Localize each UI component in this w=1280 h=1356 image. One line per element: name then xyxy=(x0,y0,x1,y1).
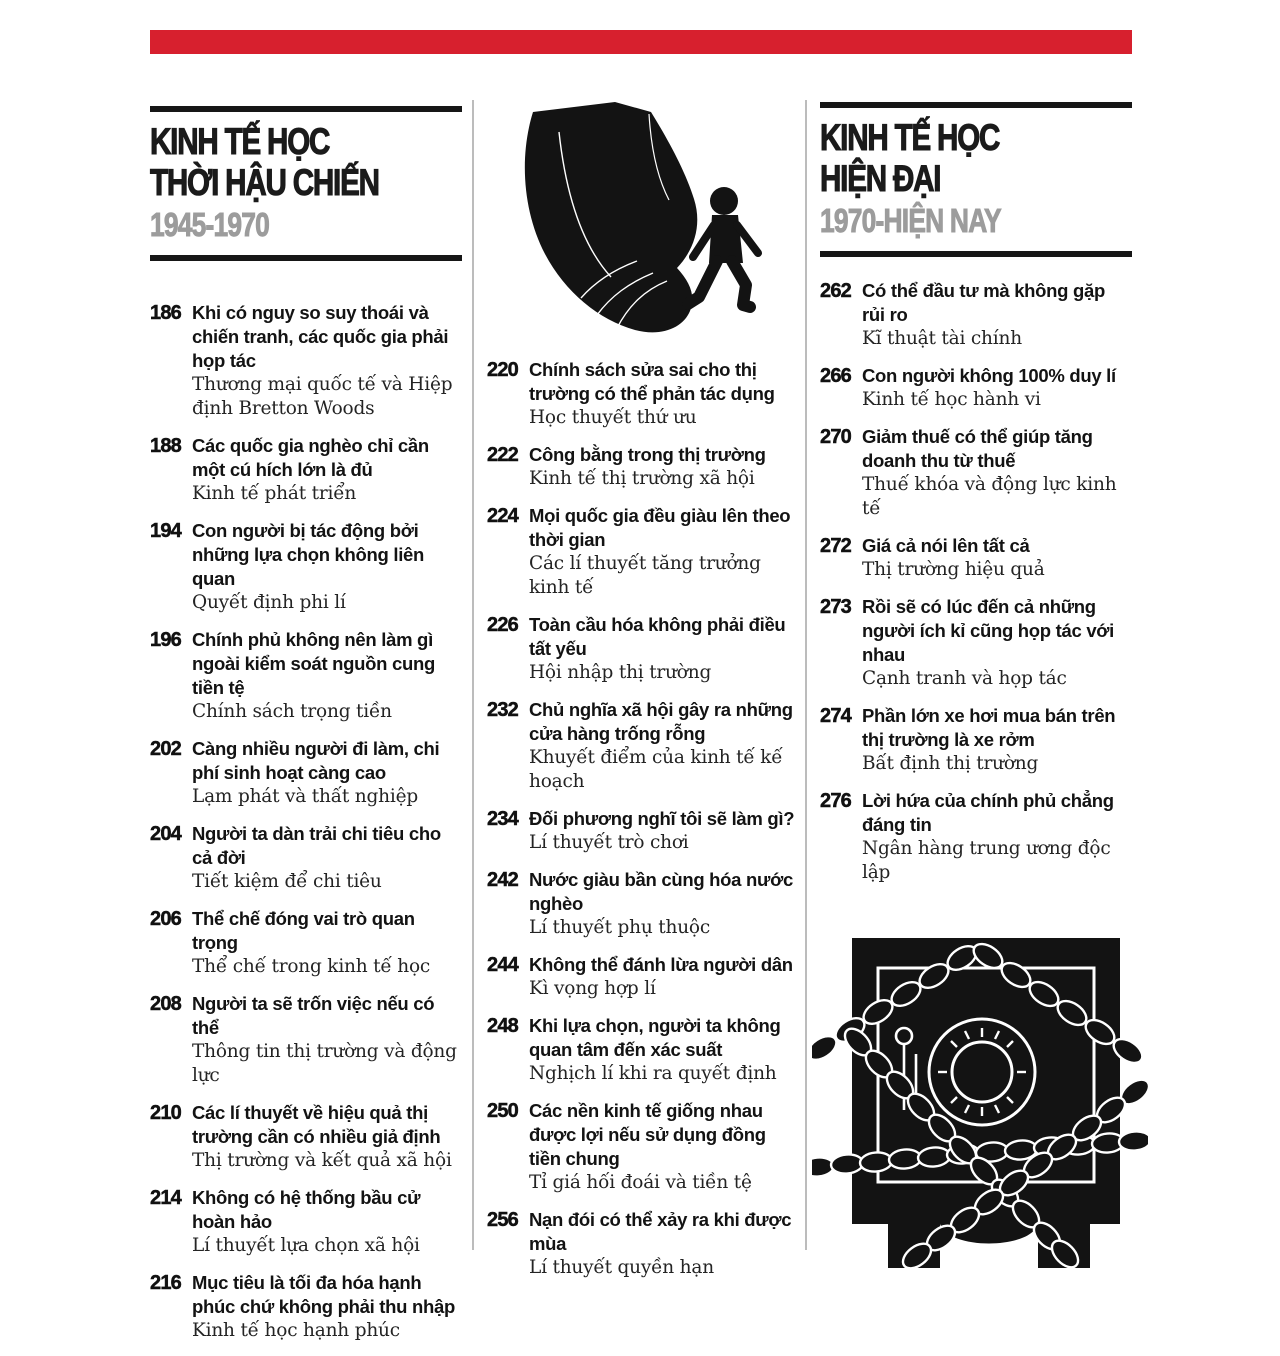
toc-entry xyxy=(150,907,462,979)
page-number: 262 xyxy=(820,280,851,302)
toc-entry xyxy=(150,1271,462,1343)
entry-subtitle: Thông tin thị trường và động lực xyxy=(192,1041,457,1086)
entry-title: Không thể đánh lừa người dân xyxy=(529,954,793,975)
top-accent-bar xyxy=(150,30,1132,54)
entry-title: Có thể đầu tư mà không gặp rủi ro xyxy=(862,280,1106,325)
entry-title: Chính phủ không nên làm gì ngoài kiểm soát nguồn cung tiền tệ xyxy=(192,629,435,698)
page-number: 274 xyxy=(820,705,851,727)
page-number: 214 xyxy=(150,1187,181,1209)
entry-subtitle: Hội nhập thị trường xyxy=(529,662,712,683)
entry-list xyxy=(820,279,1132,885)
entry-subtitle: Lí thuyết phụ thuộc xyxy=(529,917,711,938)
page-number: 206 xyxy=(150,908,181,930)
entry-title: Thể chế đóng vai trò quan trọng xyxy=(192,908,415,953)
entry-subtitle: Học thuyết thứ ưu xyxy=(529,407,697,428)
section-period: 1945-1970 xyxy=(150,206,270,243)
section-period: 1970-HIỆN NAY xyxy=(820,202,1001,239)
entry-title: Mục tiêu là tối đa hóa hạnh phúc chứ không phải thu nhập xyxy=(192,1272,455,1317)
page-number: 186 xyxy=(150,302,181,324)
chained-safe-illustration xyxy=(812,924,1148,1281)
page-number: 210 xyxy=(150,1102,181,1124)
entry-title: Rồi sẽ có lúc đến cả những người ích kỉ cũng họp tác với nhau xyxy=(862,596,1114,665)
entry-subtitle: Các lí thuyết tăng trưởng kinh tế xyxy=(529,553,761,598)
entry-subtitle: Cạnh tranh và họp tác xyxy=(862,668,1067,689)
page-number: 273 xyxy=(820,596,851,618)
chained-safe-icon xyxy=(812,924,1148,1276)
entry-list xyxy=(150,301,462,1343)
entry-title: Chủ nghĩa xã hội gây ra những cửa hàng trống rỗng xyxy=(529,699,793,744)
entry-title: Người ta sẽ trốn việc nếu có thể xyxy=(192,993,435,1038)
page-number: 266 xyxy=(820,365,851,387)
toc-entry xyxy=(150,434,462,506)
entry-subtitle: Kinh tế học hạnh phúc xyxy=(192,1320,400,1341)
toc-entry xyxy=(150,737,462,809)
toc-entry xyxy=(150,1101,462,1173)
page-number: 216 xyxy=(150,1272,181,1294)
page-number: 242 xyxy=(487,869,518,891)
section-header-postwar xyxy=(150,106,462,261)
entry-title: Lời hứa của chính phủ chẳng đáng tin xyxy=(862,790,1114,835)
entry-title: Người ta dàn trải chi tiêu cho cả đời xyxy=(192,823,441,868)
toc-entry xyxy=(150,628,462,724)
entry-title: Con người bị tác động bởi những lựa chọn không liên quan xyxy=(192,520,425,589)
entry-title: Chính sách sửa sai cho thị trường có thể phản tác dụng xyxy=(529,359,775,404)
page-number: 196 xyxy=(150,629,181,651)
entry-title: Phần lớn xe hơi mua bán trên thị trường là xe rởm xyxy=(862,705,1116,750)
entry-title: Khi lựa chọn, người ta không quan tâm đến xác suất xyxy=(529,1015,781,1060)
column-divider xyxy=(805,100,807,1250)
toc-entry xyxy=(487,1208,795,1280)
page-number: 224 xyxy=(487,505,518,527)
entry-subtitle: Thể chế trong kinh tế học xyxy=(192,956,431,977)
entry-subtitle: Thị trường hiệu quả xyxy=(862,559,1045,580)
entry-subtitle: Lí thuyết trò chơi xyxy=(529,832,689,853)
entry-subtitle: Lạm phát và thất nghiệp xyxy=(192,786,418,807)
entry-title: Các lí thuyết về hiệu quả thị trường cần có nhiều giả định xyxy=(192,1102,441,1147)
toc-entry xyxy=(487,443,795,491)
toc-entry xyxy=(487,953,795,1001)
entry-title: Đối phương nghĩ tôi sẽ làm gì? xyxy=(529,808,795,829)
toc-entry xyxy=(487,698,795,794)
page-number: 232 xyxy=(487,699,518,721)
entry-subtitle: Nghịch lí khi ra quyết định xyxy=(529,1063,777,1084)
toc-entry xyxy=(820,425,1132,521)
entry-title: Không có hệ thống bầu cử hoàn hảo xyxy=(192,1187,421,1232)
entry-subtitle: Bất định thị trường xyxy=(862,753,1039,774)
entry-subtitle: Tiết kiệm để chi tiêu xyxy=(192,871,382,892)
section-title: KINH TẾ HỌC xyxy=(150,121,330,162)
page-number: 194 xyxy=(150,520,181,542)
toc-entry xyxy=(487,868,795,940)
toc-entry xyxy=(487,1014,795,1086)
page-number: 226 xyxy=(487,614,518,636)
entry-subtitle: Lí thuyết lựa chọn xã hội xyxy=(192,1235,420,1256)
entry-title: Con người không 100% duy lí xyxy=(862,365,1116,386)
page-number: 248 xyxy=(487,1015,518,1037)
entry-title: Giá cả nói lên tất cả xyxy=(862,535,1030,556)
page-number: 250 xyxy=(487,1100,518,1122)
entry-subtitle: Kinh tế học hành vi xyxy=(862,389,1041,410)
section-title: HIỆN ĐẠI xyxy=(820,158,941,199)
entry-subtitle: Kĩ thuật tài chính xyxy=(862,328,1022,349)
page-number: 256 xyxy=(487,1209,518,1231)
toc-entry xyxy=(820,364,1132,412)
page-number: 222 xyxy=(487,444,518,466)
toc-entry xyxy=(150,992,462,1088)
toc-entry xyxy=(150,519,462,615)
entry-title: Giảm thuế có thể giúp tăng doanh thu từ thuế xyxy=(862,426,1093,471)
toc-entry xyxy=(150,301,462,421)
entry-title: Nạn đói có thể xảy ra khi được mùa xyxy=(529,1209,792,1254)
page-number: 272 xyxy=(820,535,851,557)
toc-column-modern xyxy=(820,102,1132,898)
entry-subtitle: Khuyết điểm của kinh tế kế hoạch xyxy=(529,747,783,792)
page-number: 204 xyxy=(150,823,181,845)
entry-subtitle: Thị trường và kết quả xã hội xyxy=(192,1150,452,1171)
toc-entry xyxy=(487,1099,795,1195)
entry-title: Toàn cầu hóa không phải điều tất yếu xyxy=(529,614,786,659)
entry-title: Các quốc gia nghèo chỉ cần một cú hích lớn là đủ xyxy=(192,435,429,480)
toc-entry xyxy=(820,534,1132,582)
entry-subtitle: Lí thuyết quyền hạn xyxy=(529,1257,714,1278)
page-number: 202 xyxy=(150,738,181,760)
toc-entry xyxy=(150,1186,462,1258)
entry-title: Mọi quốc gia đều giàu lên theo thời gian xyxy=(529,505,791,550)
entry-title: Khi có nguy so suy thoái và chiến tranh, các quốc gia phải họp tác xyxy=(192,302,449,371)
entry-subtitle: Chính sách trọng tiền xyxy=(192,701,392,722)
toc-entry xyxy=(820,595,1132,691)
entry-subtitle: Tỉ giá hối đoái và tiền tệ xyxy=(529,1172,752,1193)
toc-column-postwar xyxy=(150,106,462,1356)
toc-entry xyxy=(487,613,795,685)
entry-subtitle: Kì vọng hợp lí xyxy=(529,978,656,999)
section-title: KINH TẾ HỌC xyxy=(820,117,1000,158)
hand-guiding-person-icon xyxy=(499,102,769,342)
toc-entry xyxy=(820,704,1132,776)
toc-entry xyxy=(487,504,795,600)
toc-entry xyxy=(487,807,795,855)
toc-entry xyxy=(150,822,462,894)
toc-entry xyxy=(487,358,795,430)
column-divider xyxy=(472,100,474,1250)
section-header-modern xyxy=(820,102,1132,257)
page-number: 208 xyxy=(150,993,181,1015)
toc-entry xyxy=(820,279,1132,351)
section-title: THỜI HẬU CHIẾN xyxy=(150,162,379,203)
toc-column-middle xyxy=(487,100,795,1293)
entry-subtitle: Kinh tế thị trường xã hội xyxy=(529,468,755,489)
entry-list xyxy=(487,358,795,1280)
page-number: 244 xyxy=(487,954,518,976)
entry-subtitle: Thuế khóa và động lực kinh tế xyxy=(862,474,1117,519)
toc-entry xyxy=(820,789,1132,885)
entry-subtitle: Ngân hàng trung ương độc lập xyxy=(862,838,1111,883)
entry-title: Càng nhiều người đi làm, chi phí sinh hoạt càng cao xyxy=(192,738,440,783)
entry-title: Công bằng trong thị trường xyxy=(529,444,766,465)
page-number: 220 xyxy=(487,359,518,381)
page-number: 270 xyxy=(820,426,851,448)
entry-subtitle: Quyết định phi lí xyxy=(192,592,346,613)
entry-subtitle: Thương mại quốc tế và Hiệp định Bretton Woods xyxy=(192,374,453,419)
page-number: 234 xyxy=(487,808,518,830)
entry-title: Các nền kinh tế giống nhau được lợi nếu sử dụng đồng tiền chung xyxy=(529,1100,766,1169)
page-number: 276 xyxy=(820,790,851,812)
invisible-hand-illustration xyxy=(487,100,795,358)
entry-subtitle: Kinh tế phát triển xyxy=(192,483,357,504)
page-number: 188 xyxy=(150,435,181,457)
entry-title: Nước giàu bần cùng hóa nước nghèo xyxy=(529,869,793,914)
